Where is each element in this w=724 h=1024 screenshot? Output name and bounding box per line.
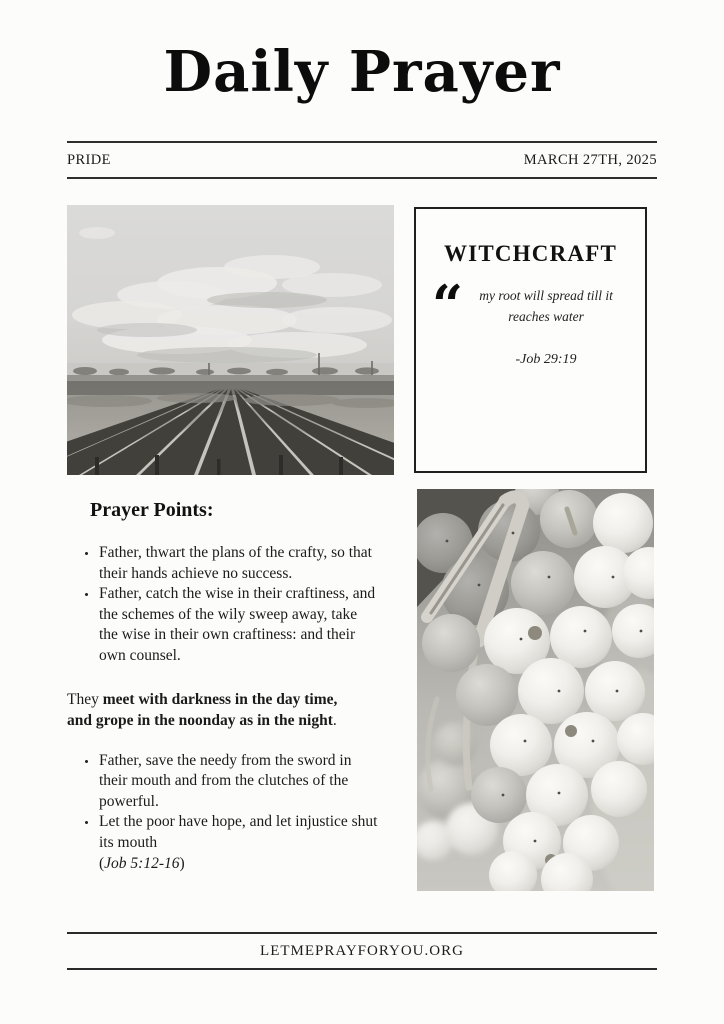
grapes-photo-illustration [417, 489, 654, 891]
scripture-reference: -Job 29:19 [515, 352, 577, 367]
vineyard-photo [67, 205, 394, 475]
scripture-interlude: They meet with darkness in the day time, and grope in the noonday as in the night. [67, 690, 338, 729]
date-label: MARCH 27TH, 2025 [523, 151, 657, 168]
prayer-list-bottom [67, 751, 379, 875]
category-label: PRIDE [67, 151, 111, 168]
prayer-point: • Father, catch the wise in their craftiness, and the schemes of the wily sweep away, take the wise in their own craftiness: and their own counsel. [98, 584, 379, 666]
dateline [67, 141, 657, 179]
quote-text: my root will spread till it reaches water [479, 288, 613, 324]
prayer-point: • Father, thwart the plans of the crafty, so that their hands achieve no success. [98, 543, 379, 584]
witchcraft-card [414, 207, 647, 473]
prayer-points-section [67, 489, 399, 891]
quote-body [459, 285, 633, 368]
card-title: WITCHCRAFT [443, 241, 617, 266]
site-url: LETMEPRAYFORYOU.ORG [260, 942, 464, 959]
prayer-points-heading: Prayer Points: [90, 499, 214, 521]
double-quote-icon: “ [432, 273, 460, 337]
prayer-point: • Father, save the needy from the sword in their mouth and from the clutches of the powerful. [98, 751, 379, 813]
prayer-point: • Let the poor have hope, and let injustice shut its mouth (Job 5:12-16) [98, 812, 379, 874]
top-row [67, 205, 657, 475]
masthead-title: Daily Prayer [163, 39, 561, 105]
vineyard-photo-illustration [67, 205, 394, 475]
prayer-list-top [67, 543, 379, 667]
footer [67, 932, 657, 970]
main-row [67, 489, 657, 891]
quote-block [416, 273, 645, 368]
scripture-reference: (Job 5:12-16) [99, 854, 185, 872]
grapes-photo [417, 489, 654, 891]
